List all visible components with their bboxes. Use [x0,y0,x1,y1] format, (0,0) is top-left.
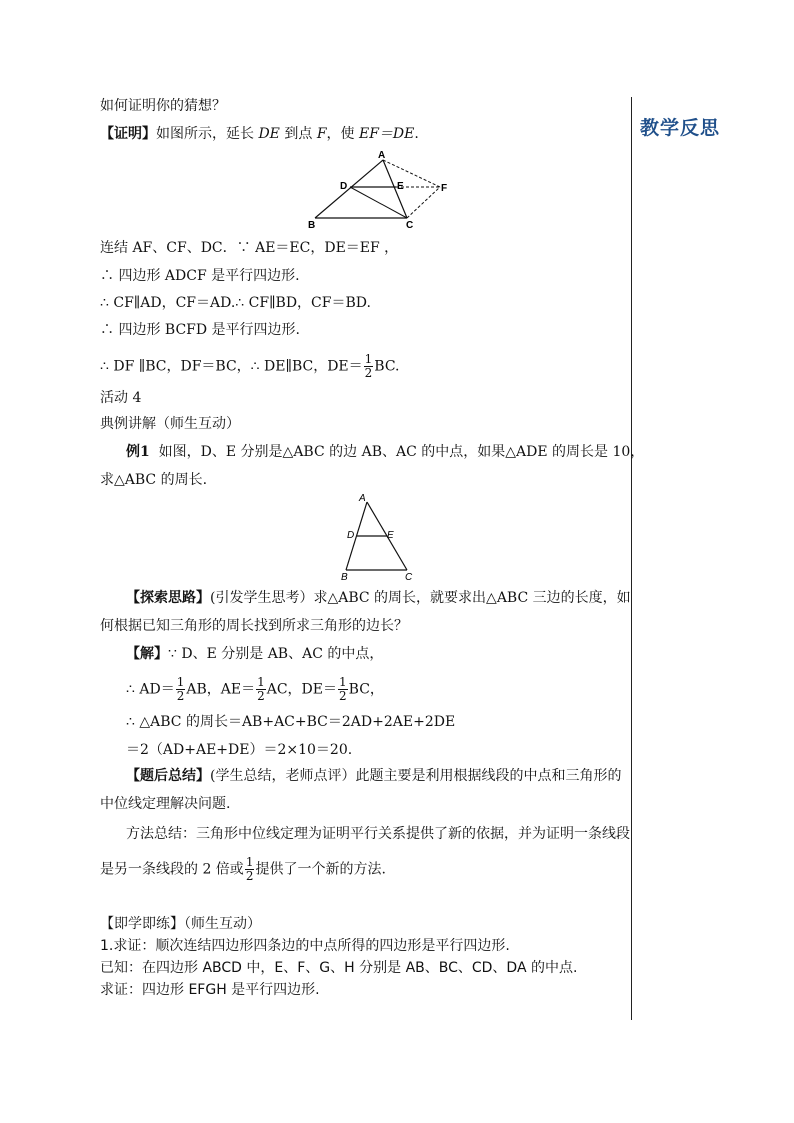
explore-line-1: 【探索思路】(引发学生思考）求△ABC 的周长，就要求出△ABC 三边的长度，如 [126,590,631,606]
proof-tag: 【证明】 [100,126,156,142]
solution-line-3: ∴ △ABC 的周长＝AB+AC+BC＝2AD+2AE+2DE [126,714,456,730]
figure-parallelogram [300,148,460,232]
fraction-half: $\frac{1}{2}$ [245,855,254,883]
example-tag: 例1 [126,444,150,460]
solution-line-1: 【解】∵ D、E 分别是 AB、AC 的中点， [126,646,384,662]
fig2-label-A: A [359,493,366,504]
fraction-half: $\frac{1}{2}$ [339,675,347,703]
fig1-line-AB [315,160,383,218]
fig1-line-CF [407,187,440,218]
fig1-label-B: B [308,220,316,231]
method-line-1: 方法总结：三角形中位线定理为证明平行关系提供了新的依据，并为证明一条线段 [126,826,630,842]
explore-tag: 【探索思路】 [126,590,210,606]
activity-subtitle: 典例讲解（师生互动） [100,416,240,432]
fig1-label-C: C [406,220,414,231]
column-divider [631,97,632,1020]
practice-line-2: 已知：在四边形 ABCD 中，E、F、G、H 分别是 AB、BC、CD、DA 的中点. [100,960,578,976]
fig2-label-B: B [341,572,348,582]
summary-line-1: 【题后总结】(学生总结，老师点评）此题主要是利用根据线段的中点和三角形的 [126,768,622,784]
fig1-label-D: D [340,181,348,192]
practice-title: 【即学即练】（师生互动） [100,916,261,932]
summary-line-2: 中位线定理解决问题. [100,796,231,812]
practice-line-3: 求证：四边形 EFGH 是平行四边形. [100,982,320,998]
fraction-half: $\frac{1}{2}$ [176,675,185,703]
proof-line-1: 连结 AF、CF、DC．∵ AE＝EC，DE＝EF ， [100,240,399,256]
practice-line-1: 1.求证：顺次连结四边形四条边的中点所得的四边形是平行四边形. [100,938,510,954]
fig2-label-E: E [387,530,394,541]
fig2-label-C: C [405,572,413,582]
summary-tag: 【题后总结】 [126,768,210,784]
solution-line-4: ＝2（AD+AE+DE）＝2×10＝20. [126,742,353,758]
proof-intro: 【证明】如图所示，延长 DE 到点 F，使 EF＝DE. [100,126,419,142]
fig1-label-A: A [378,150,386,161]
figure-triangle [335,492,425,582]
proof-question: 如何证明你的猜想？ [100,98,226,114]
sidebar-title: 教学反思 [640,117,721,139]
fig1-label-E: E [397,181,404,192]
activity-title: 活动 4 [100,390,142,406]
proof-line-4: ∴ 四边形 BCFD 是平行四边形. [100,322,300,338]
fig1-label-F: F [441,183,448,194]
fig2-label-D: D [347,530,355,541]
explore-line-2: 何根据已知三角形的周长找到所求三角形的边长？ [100,618,408,634]
proof-line-3: ∴ CF∥AD，CF＝AD.∴ CF∥BD，CF＝BD. [100,295,371,311]
proof-line-5: ∴ DF ∥BC，DF＝BC，∴ DE∥BC，DE＝ $\frac{1}{2}$ BC. [100,352,400,380]
method-line-2: 是另一条线段的 2 倍或 $\frac{1}{2}$ 提供了一个新的方法. [100,855,386,883]
proof-line-2: ∴ 四边形 ADCF 是平行四边形. [100,268,300,284]
solution-line-2: ∴ AD＝ $\frac{1}{2}$ AB，AE＝ $\frac{1}{2}$ AC，DE＝ $\frac{1}{2}$ BC， [126,675,384,703]
example-line-2: 求△ABC 的周长. [100,472,208,488]
fraction-half: $\frac{1}{2}$ [364,352,373,380]
solution-tag: 【解】 [126,646,168,662]
example-line-1: 例1 如图，D、E 分别是△ABC 的边 AB、AC 的中点，如果△ADE 的周长是 10， [126,444,645,460]
fig1-line-AF [383,160,440,187]
fraction-half: $\frac{1}{2}$ [257,675,265,703]
